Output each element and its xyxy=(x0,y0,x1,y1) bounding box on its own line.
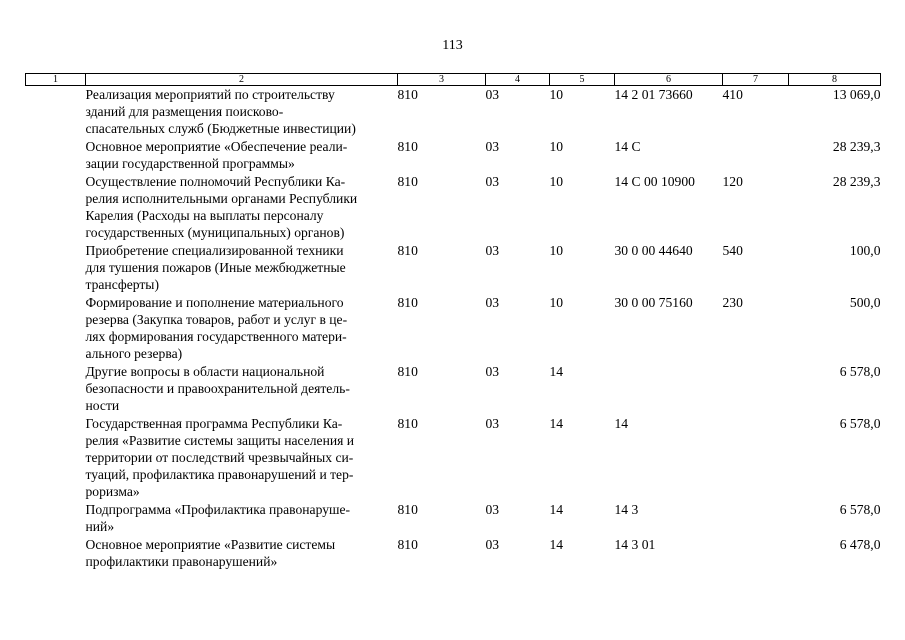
cell-description xyxy=(86,242,398,294)
description-line: Осуществление полномочий Республики Ка- xyxy=(85,174,346,189)
description-line: зации государственной программы» xyxy=(85,156,295,171)
cell-empty xyxy=(26,242,86,294)
table-row xyxy=(26,173,881,242)
description-line: профилактики правонарушений» xyxy=(85,554,278,569)
cell-subsection: 14 xyxy=(549,364,564,379)
cell-expense-type: 410 xyxy=(722,87,743,102)
description-line: резерва (Закупка товаров, работ и услуг в це- xyxy=(85,312,348,327)
cell-ministry-code: 810 xyxy=(397,537,418,552)
description-line: трансферты) xyxy=(85,277,159,292)
description-line: Формирование и пополнение материального xyxy=(85,295,344,310)
column-number: 4 xyxy=(486,74,550,86)
description-line: лях формирования государственного матери- xyxy=(85,329,347,344)
cell-empty xyxy=(26,363,86,415)
cell-section: 03 xyxy=(485,537,500,552)
description-line: Другие вопросы в области национальной xyxy=(85,364,325,379)
cell-amount: 13 069,0 xyxy=(832,87,881,102)
description-line: для тушения пожаров (Иные межбюджетные xyxy=(85,260,346,275)
budget-table xyxy=(25,73,881,571)
cell-subsection: 10 xyxy=(549,87,564,102)
description-line: туаций, профилактика правонарушений и тер- xyxy=(85,467,354,482)
cell-target-article xyxy=(615,363,723,415)
column-number: 7 xyxy=(723,74,789,86)
cell-ministry-code: 810 xyxy=(397,416,418,431)
column-number-header xyxy=(26,74,881,86)
description-line: зданий для размещения поисково- xyxy=(85,104,284,119)
description-line: ального резерва) xyxy=(85,346,183,361)
cell-description xyxy=(86,294,398,363)
cell-target-article: 14 С 00 10900 xyxy=(614,174,695,189)
description-line: безопасности и правоохранительной деятель- xyxy=(85,381,350,396)
cell-amount: 28 239,3 xyxy=(832,174,881,189)
description-line: роризма» xyxy=(85,484,140,499)
cell-section: 03 xyxy=(485,416,500,431)
column-number: 8 xyxy=(789,74,881,86)
description-line: релия «Развитие системы защиты населения и xyxy=(85,433,355,448)
cell-section: 03 xyxy=(485,174,500,189)
cell-target-article: 14 xyxy=(614,416,629,431)
description-line: Государственная программа Республики Ка- xyxy=(85,416,343,431)
cell-amount: 6 478,0 xyxy=(839,537,881,552)
cell-section: 03 xyxy=(485,295,500,310)
cell-subsection: 14 xyxy=(549,416,564,431)
cell-target-article: 30 0 00 75160 xyxy=(614,295,693,310)
cell-subsection: 10 xyxy=(549,174,564,189)
table-row xyxy=(26,242,881,294)
cell-amount: 6 578,0 xyxy=(839,502,881,517)
table-row xyxy=(26,536,881,571)
cell-expense-type xyxy=(723,363,789,415)
description-line: Подпрограмма «Профилактика правонаруше- xyxy=(85,502,351,517)
cell-amount: 6 578,0 xyxy=(839,416,881,431)
cell-section: 03 xyxy=(485,139,500,154)
cell-amount: 28 239,3 xyxy=(832,139,881,154)
cell-subsection: 14 xyxy=(549,502,564,517)
cell-section: 03 xyxy=(485,364,500,379)
cell-subsection: 10 xyxy=(549,243,564,258)
cell-ministry-code: 810 xyxy=(397,295,418,310)
table-row xyxy=(26,138,881,173)
cell-description xyxy=(86,536,398,571)
cell-target-article: 14 3 xyxy=(614,502,639,517)
table-body xyxy=(26,86,881,572)
column-number: 5 xyxy=(550,74,615,86)
page-number: 113 xyxy=(442,38,463,53)
cell-empty xyxy=(26,501,86,536)
cell-target-article: 14 С xyxy=(614,139,641,154)
table-row xyxy=(26,363,881,415)
description-line: ности xyxy=(85,398,120,413)
cell-ministry-code: 810 xyxy=(397,502,418,517)
description-line: территории от последствий чрезвычайных си- xyxy=(85,450,354,465)
cell-empty xyxy=(26,138,86,173)
cell-expense-type xyxy=(723,138,789,173)
cell-amount: 100,0 xyxy=(849,243,881,258)
table-row xyxy=(26,86,881,139)
cell-subsection: 10 xyxy=(549,295,564,310)
cell-target-article: 14 2 01 73660 xyxy=(614,87,693,102)
description-line: Основное мероприятие «Развитие системы xyxy=(85,537,336,552)
cell-empty xyxy=(26,415,86,501)
column-number: 6 xyxy=(615,74,723,86)
cell-empty xyxy=(26,294,86,363)
cell-ministry-code: 810 xyxy=(397,243,418,258)
cell-target-article: 14 3 01 xyxy=(614,537,656,552)
cell-description xyxy=(86,415,398,501)
description-line: Карелия (Расходы на выплаты персоналу xyxy=(85,208,324,223)
cell-expense-type: 540 xyxy=(722,243,743,258)
cell-ministry-code: 810 xyxy=(397,87,418,102)
description-line: ний» xyxy=(85,519,115,534)
cell-amount: 500,0 xyxy=(849,295,881,310)
cell-section: 03 xyxy=(485,87,500,102)
cell-description xyxy=(86,501,398,536)
cell-expense-type xyxy=(723,415,789,501)
cell-target-article: 30 0 00 44640 xyxy=(614,243,693,258)
column-number: 2 xyxy=(86,74,398,86)
cell-description xyxy=(86,138,398,173)
cell-expense-type xyxy=(723,501,789,536)
description-line: Реализация мероприятий по строительству xyxy=(85,87,335,102)
description-line: государственных (муниципальных) органов) xyxy=(85,225,345,240)
column-number: 3 xyxy=(398,74,486,86)
description-line: спасательных служб (Бюджетные инвестиции) xyxy=(85,121,356,136)
cell-amount: 6 578,0 xyxy=(839,364,881,379)
cell-subsection: 10 xyxy=(549,139,564,154)
cell-empty xyxy=(26,173,86,242)
cell-expense-type: 230 xyxy=(722,295,743,310)
column-number: 1 xyxy=(26,74,86,86)
cell-empty xyxy=(26,536,86,571)
cell-ministry-code: 810 xyxy=(397,364,418,379)
description-line: Основное мероприятие «Обеспечение реали- xyxy=(85,139,348,154)
cell-description xyxy=(86,363,398,415)
cell-description xyxy=(86,173,398,242)
cell-subsection: 14 xyxy=(549,537,564,552)
cell-section: 03 xyxy=(485,502,500,517)
cell-expense-type xyxy=(723,536,789,571)
table-row xyxy=(26,501,881,536)
description-line: релия исполнительными органами Республики xyxy=(85,191,358,206)
description-line: Приобретение специализированной техники xyxy=(85,243,344,258)
cell-empty xyxy=(26,86,86,139)
cell-expense-type: 120 xyxy=(722,174,743,189)
cell-ministry-code: 810 xyxy=(397,139,418,154)
table-row xyxy=(26,415,881,501)
cell-section: 03 xyxy=(485,243,500,258)
cell-description xyxy=(86,86,398,139)
table-row xyxy=(26,294,881,363)
cell-ministry-code: 810 xyxy=(397,174,418,189)
